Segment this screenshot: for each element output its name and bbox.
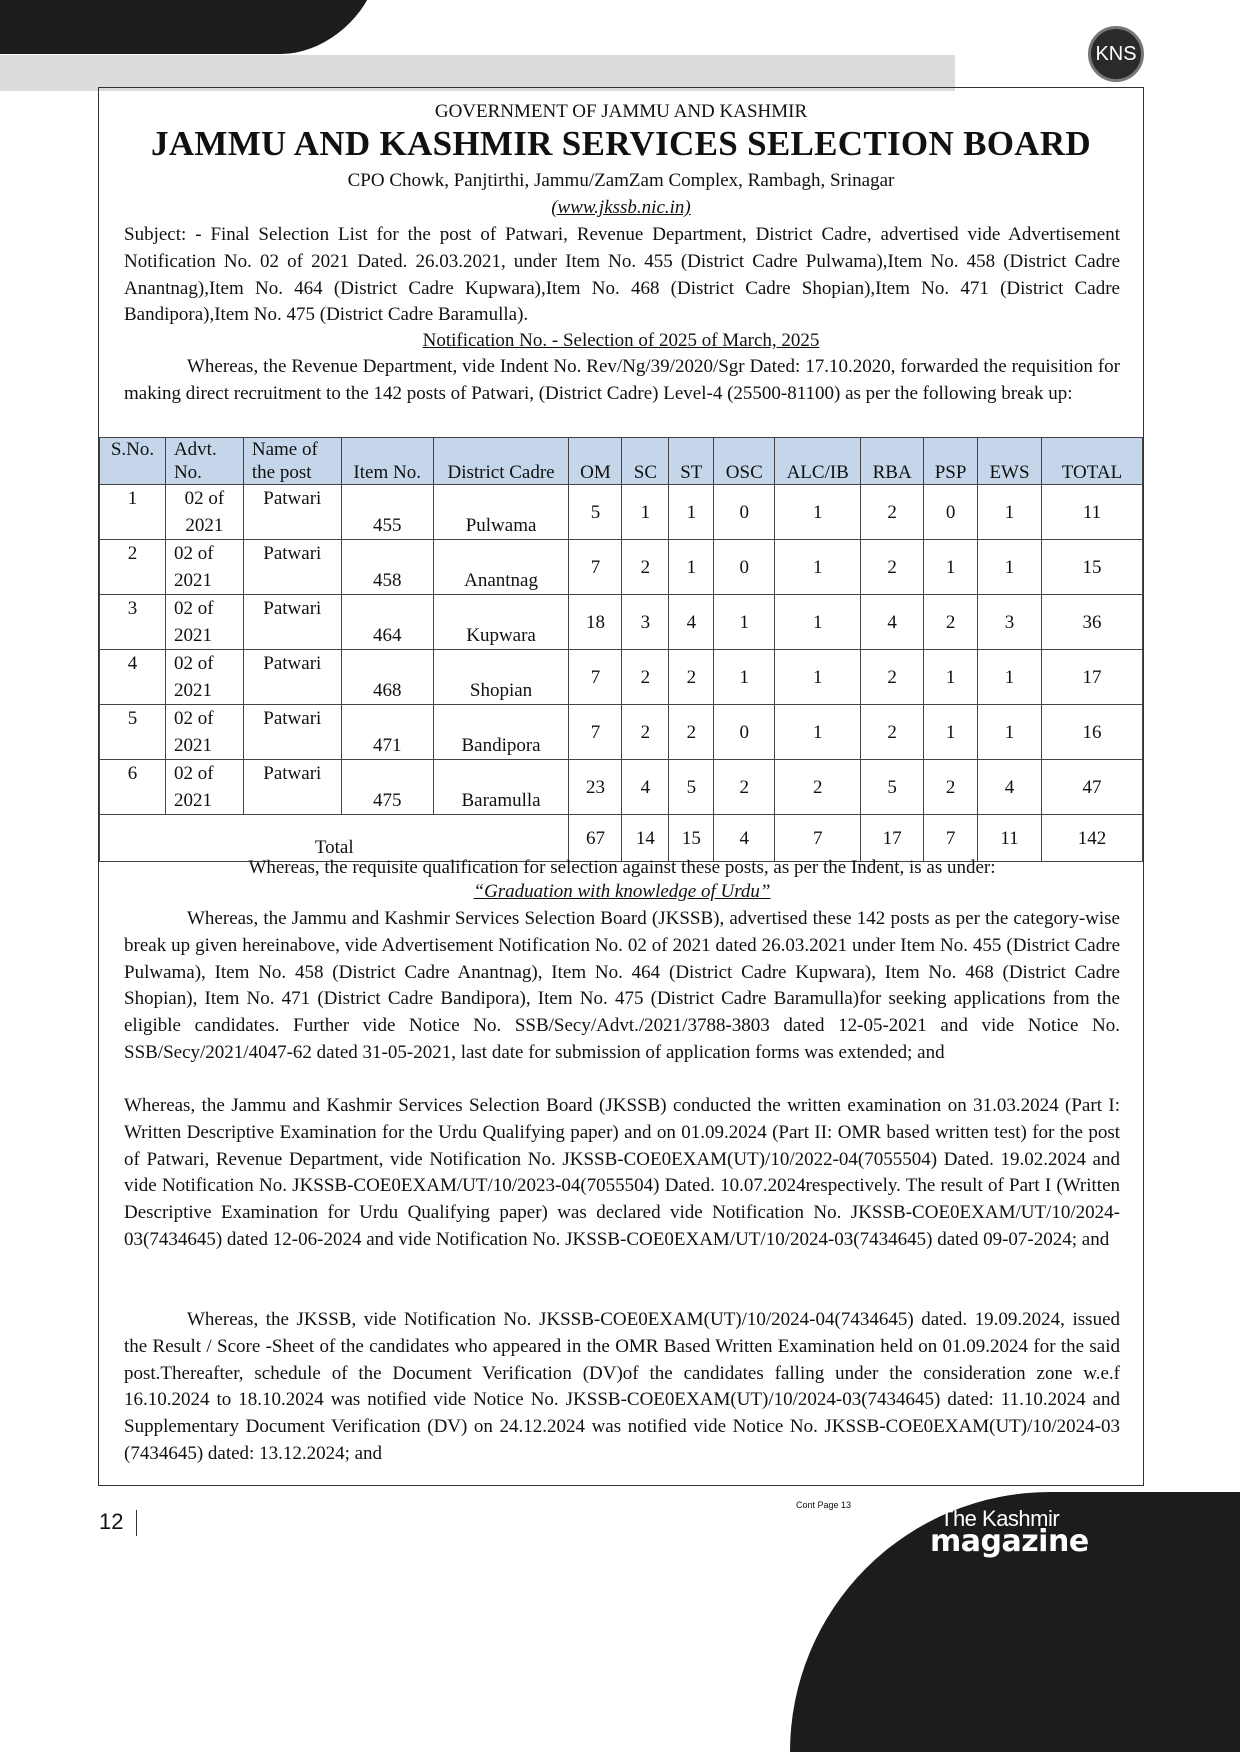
cell-advt-line2: 2021 bbox=[173, 680, 212, 701]
top-decorative-band-grey bbox=[0, 55, 955, 91]
cell-advt-no bbox=[165, 485, 243, 540]
cell-post-name: Patwari bbox=[243, 760, 341, 815]
cell-advt-no bbox=[165, 760, 243, 815]
magazine-brand-line2: magazine bbox=[930, 1524, 1089, 1559]
total-total: 142 bbox=[1041, 815, 1142, 862]
cell-psp: 1 bbox=[924, 540, 978, 595]
posts-breakup-table bbox=[99, 437, 1143, 862]
cell-rba: 2 bbox=[861, 485, 924, 540]
cell-sno: 4 bbox=[100, 650, 166, 705]
table-header-row bbox=[100, 438, 1143, 485]
cell-advt-line2: 2021 bbox=[173, 625, 212, 646]
header-sc: SC bbox=[622, 438, 669, 485]
header-ews: EWS bbox=[978, 438, 1042, 485]
header-st: ST bbox=[669, 438, 714, 485]
header-post-line2: the post bbox=[251, 462, 312, 483]
cell-advt-line1: 02 of bbox=[173, 653, 214, 674]
cell-sc: 2 bbox=[622, 540, 669, 595]
notification-number-line: Notification No. - Selection of 2025 of March, 2025 bbox=[422, 330, 820, 351]
cell-st: 1 bbox=[669, 485, 714, 540]
paragraph-result-dv: Whereas, the JKSSB, vide Notification No. JKSSB-COE0EXAM(UT)/10/2024-04(7434645) dated. 19.09.2024, issued the Result / Score -Sheet of the candidates who appeared in the OMR Based Written Examination held on 01.09.2024 for the said post.Thereafter, schedule of the Document Verification (DV)of the candidates falling under the consideration zone w.e.f 16.10.2024 to 18.10.2024 was notified vide Notice No. JKSSB-COE0EXAM(UT)/10/2024-03(7434645) dated: 11.10.2024 and Supplementary Document Verification (DV) on 24.12.2024 was notified vide Notice No. JKSSB-COE0EXAM(UT)/10/2024-03 (7434645) dated: 13.12.2024; and bbox=[124, 1309, 1120, 1464]
subject-paragraph: Subject: - Final Selection List for the post of Patwari, Revenue Department, District Cadre, advertised vide Advertisement Notification No. 02 of 2021 Dated. 26.03.2021, under Item No. 455 (District Cadre Pulwama),Item No. 458 (District Cadre Anantnag),Item No. 464 (District Cadre Kupwara),Item No. 468 (District Cadre Shopian),Item No. 471 (District Cadre Bandipora),Item No. 475 (District Cadre Baramulla). bbox=[124, 224, 1120, 326]
cell-osc: 0 bbox=[714, 540, 775, 595]
cell-post-name: Patwari bbox=[243, 540, 341, 595]
cell-om: 23 bbox=[569, 760, 622, 815]
table-row bbox=[100, 540, 1143, 595]
cell-sno: 5 bbox=[100, 705, 166, 760]
total-sc: 14 bbox=[622, 815, 669, 862]
board-title: JAMMU AND KASHMIR SERVICES SELECTION BOARD bbox=[151, 124, 1091, 163]
cell-item-no: 458 bbox=[341, 540, 433, 595]
cell-alc: 2 bbox=[775, 760, 861, 815]
qualification-text: “Graduation with knowledge of Urdu” bbox=[473, 881, 771, 902]
cell-post-name: Patwari bbox=[243, 705, 341, 760]
top-decorative-band-dark bbox=[0, 0, 389, 54]
cell-om: 5 bbox=[569, 485, 622, 540]
paragraph-qualification-intro: Whereas, the requisite qualification for selection against these posts, as per the Indent, is as under: bbox=[248, 857, 996, 878]
cell-advt-line1: 02 of bbox=[173, 708, 214, 729]
total-ews: 11 bbox=[978, 815, 1042, 862]
cell-sno: 3 bbox=[100, 595, 166, 650]
total-alc-ib: 7 bbox=[775, 815, 861, 862]
header-advt-line2: No. bbox=[173, 462, 202, 483]
cell-om: 7 bbox=[569, 650, 622, 705]
cell-advt-line2: 2021 bbox=[185, 515, 224, 536]
cell-alc: 1 bbox=[775, 540, 861, 595]
kns-logo-text: KNS bbox=[1095, 42, 1137, 65]
table-row bbox=[100, 595, 1143, 650]
cell-advt-no bbox=[165, 705, 243, 760]
header-om: OM bbox=[569, 438, 622, 485]
cell-om: 7 bbox=[569, 540, 622, 595]
cell-rba: 2 bbox=[861, 705, 924, 760]
cell-st: 4 bbox=[669, 595, 714, 650]
cell-psp: 2 bbox=[924, 760, 978, 815]
cell-st: 1 bbox=[669, 540, 714, 595]
cell-advt-line2: 2021 bbox=[173, 570, 212, 591]
cell-advt-line1: 02 of bbox=[173, 763, 214, 784]
paragraph-indent-breakup: Whereas, the Revenue Department, vide Indent No. Rev/Ng/39/2020/Sgr Dated: 17.10.2020, forwarded the requisition for making direct recruitment to the 142 posts of Patwari, (District Cadre) Level-4 (25500-81100) as per the following break up: bbox=[124, 356, 1120, 404]
table-row bbox=[100, 705, 1143, 760]
table-row bbox=[100, 485, 1143, 540]
cell-ews: 4 bbox=[978, 760, 1042, 815]
cell-advt-line1: 02 of bbox=[184, 488, 225, 509]
total-st: 15 bbox=[669, 815, 714, 862]
header-total: TOTAL bbox=[1041, 438, 1142, 485]
cell-sc: 4 bbox=[622, 760, 669, 815]
cell-om: 7 bbox=[569, 705, 622, 760]
header-advt-line1: Advt. bbox=[173, 439, 217, 460]
page-number: 12 bbox=[99, 1509, 124, 1534]
notification-document bbox=[98, 87, 1144, 1486]
kns-logo bbox=[1088, 26, 1144, 82]
cell-advt-no bbox=[165, 595, 243, 650]
cell-advt-line1: 02 of bbox=[173, 543, 214, 564]
board-website: (www.jkssb.nic.in) bbox=[551, 197, 691, 218]
header-advt-no bbox=[165, 438, 243, 485]
cell-psp: 2 bbox=[924, 595, 978, 650]
cell-post-name: Patwari bbox=[243, 595, 341, 650]
cell-post-name: Patwari bbox=[243, 485, 341, 540]
cell-ews: 1 bbox=[978, 705, 1042, 760]
cell-alc: 1 bbox=[775, 595, 861, 650]
cell-sno: 6 bbox=[100, 760, 166, 815]
cell-sno: 2 bbox=[100, 540, 166, 595]
cell-rba: 2 bbox=[861, 540, 924, 595]
header-district-cadre: District Cadre bbox=[433, 438, 569, 485]
header-rba: RBA bbox=[861, 438, 924, 485]
cell-ews: 1 bbox=[978, 650, 1042, 705]
total-psp: 7 bbox=[924, 815, 978, 862]
cell-psp: 0 bbox=[924, 485, 978, 540]
page-number-divider bbox=[136, 1510, 137, 1536]
cell-district-cadre: Shopian bbox=[433, 650, 569, 705]
cell-ews: 1 bbox=[978, 540, 1042, 595]
continued-note: Cont Page 13 bbox=[796, 1500, 852, 1510]
cell-alc: 1 bbox=[775, 650, 861, 705]
cell-sc: 1 bbox=[622, 485, 669, 540]
cell-item-no: 475 bbox=[341, 760, 433, 815]
cell-rba: 4 bbox=[861, 595, 924, 650]
total-label: Total bbox=[100, 815, 569, 862]
header-sno: S.No. bbox=[100, 438, 166, 485]
cell-psp: 1 bbox=[924, 705, 978, 760]
cell-item-no: 455 bbox=[341, 485, 433, 540]
cell-st: 5 bbox=[669, 760, 714, 815]
cell-osc: 1 bbox=[714, 595, 775, 650]
cell-item-no: 471 bbox=[341, 705, 433, 760]
cell-om: 18 bbox=[569, 595, 622, 650]
cell-district-cadre: Pulwama bbox=[433, 485, 569, 540]
header-post-line1: Name of bbox=[251, 439, 318, 460]
cell-alc: 1 bbox=[775, 485, 861, 540]
total-osc: 4 bbox=[714, 815, 775, 862]
cell-sc: 3 bbox=[622, 595, 669, 650]
magazine-brand-line1: The Kashmir bbox=[940, 1506, 1060, 1531]
cell-psp: 1 bbox=[924, 650, 978, 705]
cell-item-no: 464 bbox=[341, 595, 433, 650]
cell-district-cadre: Kupwara bbox=[433, 595, 569, 650]
cell-ews: 3 bbox=[978, 595, 1042, 650]
government-heading: GOVERNMENT OF JAMMU AND KASHMIR bbox=[434, 101, 808, 122]
cell-advt-line1: 02 of bbox=[173, 598, 214, 619]
cell-osc: 1 bbox=[714, 650, 775, 705]
table-row bbox=[100, 650, 1143, 705]
cell-advt-no bbox=[165, 650, 243, 705]
header-item-no: Item No. bbox=[341, 438, 433, 485]
cell-post-name: Patwari bbox=[243, 650, 341, 705]
cell-total: 17 bbox=[1041, 650, 1142, 705]
cell-total: 16 bbox=[1041, 705, 1142, 760]
table-row bbox=[100, 760, 1143, 815]
cell-advt-line2: 2021 bbox=[173, 790, 212, 811]
cell-district-cadre: Baramulla bbox=[433, 760, 569, 815]
header-osc: OSC bbox=[714, 438, 775, 485]
cell-alc: 1 bbox=[775, 705, 861, 760]
paragraph-advertisement: Whereas, the Jammu and Kashmir Services Selection Board (JKSSB), advertised these 142 posts as per the category-wise break up given hereinabove, vide Advertisement Notification No. 02 of 2021 dated 26.03.2021 under Item No. 455 (District Cadre Pulwama), Item No. 458 (District Cadre Anantnag), Item No. 464 (District Cadre Kupwara), Item No. 468 (District Cadre Shopian), Item No. 471 (District Cadre Bandipora), Item No. 475 (District Cadre Baramulla)for seeking applications from the eligible candidates. Further vide Notice No. SSB/Secy/Advt./2021/3788-3803 dated 12-05-2021 and vide Notice No. SSB/Secy/2021/4047-62 dated 31-05-2021, last date for submission of application forms was extended; and bbox=[124, 908, 1120, 1063]
cell-total: 47 bbox=[1041, 760, 1142, 815]
cell-osc: 0 bbox=[714, 485, 775, 540]
cell-item-no: 468 bbox=[341, 650, 433, 705]
cell-advt-no bbox=[165, 540, 243, 595]
header-post-name bbox=[243, 438, 341, 485]
cell-st: 2 bbox=[669, 650, 714, 705]
board-address: CPO Chowk, Panjtirthi, Jammu/ZamZam Complex, Rambagh, Srinagar bbox=[347, 170, 895, 191]
total-om: 67 bbox=[569, 815, 622, 862]
header-alc-ib: ALC/IB bbox=[775, 438, 861, 485]
cell-ews: 1 bbox=[978, 485, 1042, 540]
cell-total: 11 bbox=[1041, 485, 1142, 540]
cell-sc: 2 bbox=[622, 650, 669, 705]
cell-advt-line2: 2021 bbox=[173, 735, 212, 756]
cell-rba: 5 bbox=[861, 760, 924, 815]
cell-st: 2 bbox=[669, 705, 714, 760]
paragraph-written-exam: Whereas, the Jammu and Kashmir Services Selection Board (JKSSB) conducted the written examination on 31.03.2024 (Part I: Written Descriptive Examination for the Urdu Qualifying paper) and on 01.09.2024 (Part II: OMR based written test) for the post of Patwari, Revenue Department, vide Notification No. JKSSB-COE0EXAM(UT)/10/2022-04(7055504) Dated. 19.02.2024 and vide Notification No. JKSSB-COE0EXAM/UT/10/2023-04(7055504) Dated. 10.07.2024respectively. The result of Part I (Written Descriptive Examination for Urdu Qualifying paper) was declared vide Notification No. JKSSB-COE0EXAM/UT/10/2024-03(7434645) dated 12-06-2024 and vide Notification No. JKSSB-COE0EXAM/UT/10/2024-03(7434645) dated 09-07-2024; and bbox=[124, 1095, 1120, 1250]
cell-sc: 2 bbox=[622, 705, 669, 760]
cell-osc: 0 bbox=[714, 705, 775, 760]
cell-total: 36 bbox=[1041, 595, 1142, 650]
cell-district-cadre: Bandipora bbox=[433, 705, 569, 760]
cell-sno: 1 bbox=[100, 485, 166, 540]
total-rba: 17 bbox=[861, 815, 924, 862]
cell-osc: 2 bbox=[714, 760, 775, 815]
cell-rba: 2 bbox=[861, 650, 924, 705]
header-psp: PSP bbox=[924, 438, 978, 485]
cell-district-cadre: Anantnag bbox=[433, 540, 569, 595]
cell-total: 15 bbox=[1041, 540, 1142, 595]
